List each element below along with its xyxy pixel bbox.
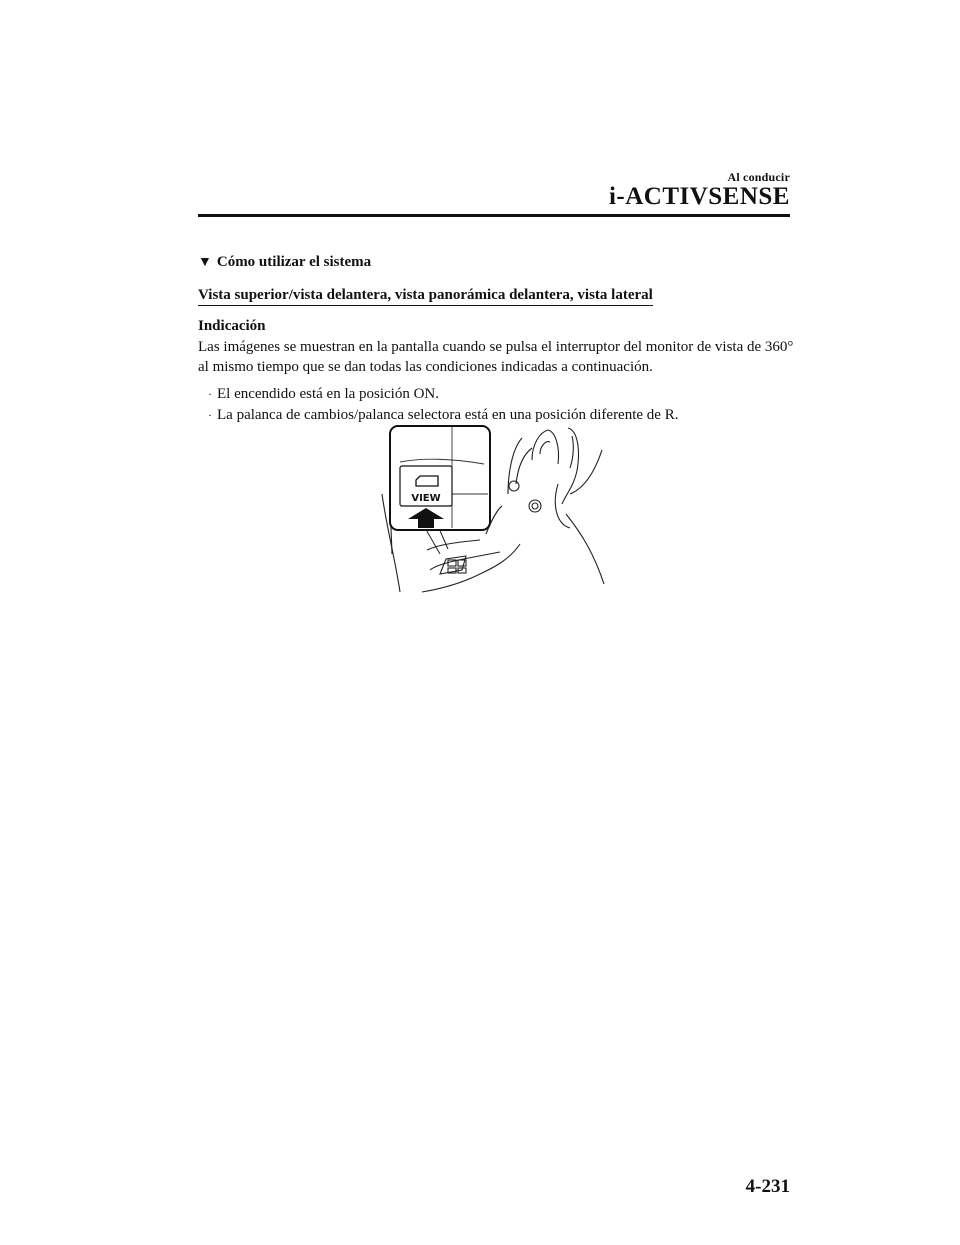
header-rule bbox=[198, 214, 790, 217]
condition-list bbox=[198, 384, 798, 426]
section-heading-text: Cómo utilizar el sistema bbox=[216, 254, 372, 270]
list-item-text: La palanca de cambios/palanca selectora está en una posición diferente de R. bbox=[217, 407, 679, 423]
dashboard-illustration bbox=[380, 424, 606, 600]
view-button-label: VIEW bbox=[411, 493, 441, 504]
bullet-icon: · bbox=[208, 408, 212, 422]
list-item-text: El encendido está en la posición ON. bbox=[217, 386, 440, 402]
list-item bbox=[208, 405, 798, 426]
triangle-down-icon: ▼ bbox=[198, 255, 212, 270]
label-indicacion: Indicación bbox=[198, 318, 266, 334]
body-paragraph: Las imágenes se muestran en la pantalla cuando se pulsa el interruptor del monitor de vista de 360° al mismo tiempo que se dan todas las condiciones indicadas a continuación. bbox=[198, 339, 794, 375]
list-item bbox=[208, 384, 798, 405]
page-number: 4-231 bbox=[745, 1176, 790, 1197]
section-heading bbox=[198, 254, 798, 271]
bullet-icon: · bbox=[208, 387, 212, 401]
header-chapter: Al conducir bbox=[727, 170, 790, 184]
subheading: Vista superior/vista delantera, vista panorámica delantera, vista lateral bbox=[198, 287, 653, 306]
page-content bbox=[198, 254, 798, 426]
header-section-title: i-ACTIVSENSE bbox=[608, 183, 790, 210]
